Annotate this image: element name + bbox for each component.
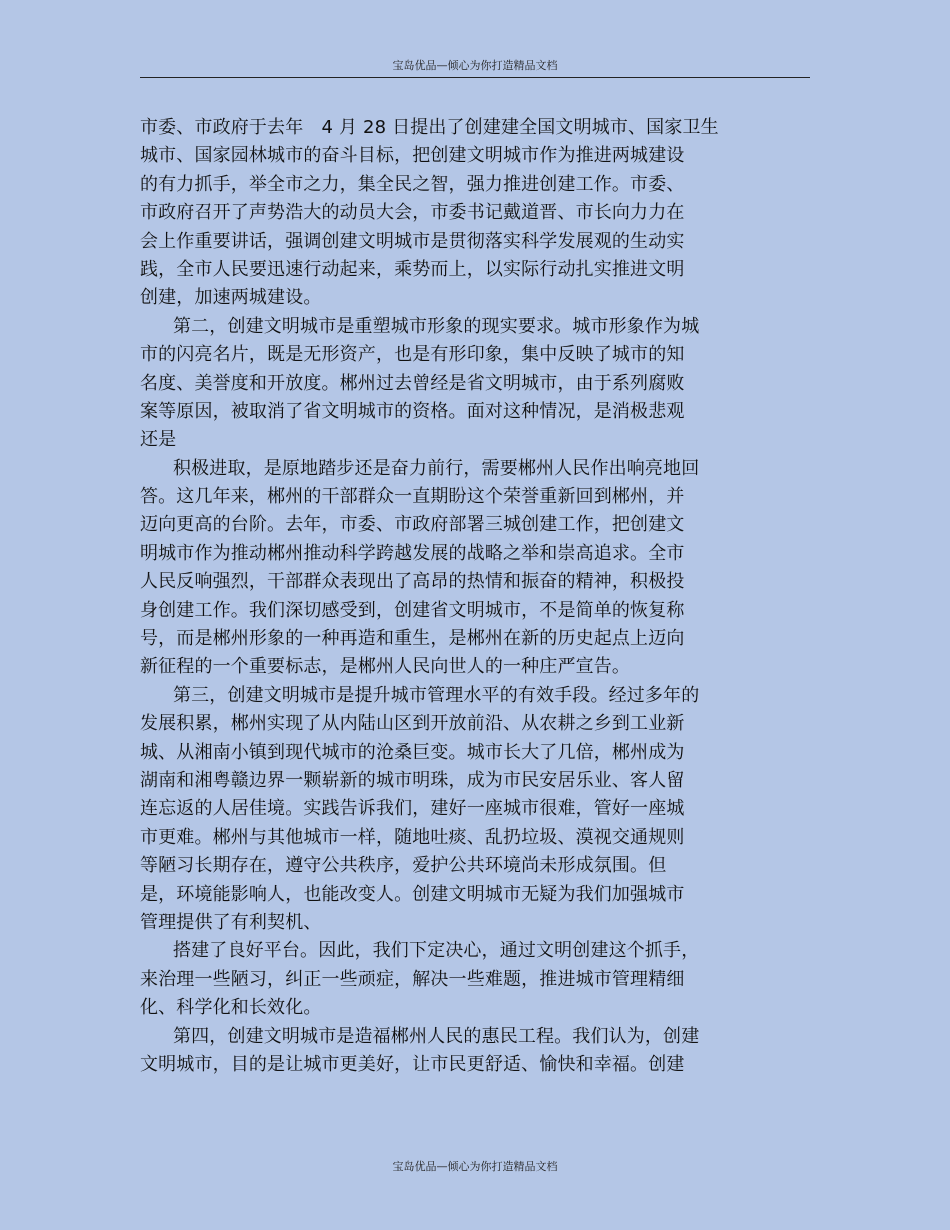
text-line: 第四，创建文明城市是造福郴州人民的惠民工程。我们认为，创建 bbox=[173, 1025, 700, 1047]
text-line: 迈向更高的台阶。去年，市委、市政府部署三城创建工作，把创建文 bbox=[140, 514, 685, 536]
text-line: 还是 bbox=[140, 429, 177, 451]
header-rule bbox=[140, 77, 810, 78]
text-line: 积极进取，是原地踏步还是奋力前行，需要郴州人民作出响亮地回 bbox=[173, 457, 700, 479]
text-line: 连忘返的人居佳境。实践告诉我们，建好一座城市很难，管好一座城 bbox=[140, 798, 685, 820]
text-line: 践，全市人民要迅速行动起来，乘势而上，以实际行动扎实推进文明 bbox=[140, 258, 685, 280]
text-line: 的有力抓手，举全市之力，集全民之智，强力推进创建工作。市委、 bbox=[140, 173, 685, 195]
text-line: 搭建了良好平台。因此，我们下定决心，通过文明创建这个抓手， bbox=[173, 940, 700, 962]
text-line: 来治理一些陋习，纠正一些顽症，解决一些难题，推进城市管理精细 bbox=[140, 968, 685, 990]
text-line: 明城市作为推动郴州推动科学跨越发展的战略之举和崇高追求。全市 bbox=[140, 542, 685, 564]
text-line: 人民反响强烈，干部群众表现出了高昂的热情和振奋的精神，积极投 bbox=[140, 571, 685, 593]
text-line: 会上作重要讲话，强调创建文明城市是贯彻落实科学发展观的生动实 bbox=[140, 230, 685, 252]
text-line: 答。这几年来，郴州的干部群众一直期盼这个荣誉重新回到郴州，并 bbox=[140, 486, 685, 508]
text-line: 市政府召开了声势浩大的动员大会，市委书记戴道晋、市长向力力在 bbox=[140, 202, 685, 224]
text-line: 城市、国家园林城市的奋斗目标，把创建文明城市作为推进两城建设 bbox=[140, 145, 685, 167]
text-line: 湖南和湘粤赣边界一颗崭新的城市明珠，成为市民安居乐业、客人留 bbox=[140, 769, 685, 791]
text-line: 市更难。郴州与其他城市一样，随地吐痰、乱扔垃圾、漠视交通规则 bbox=[140, 826, 685, 848]
text-line: 城、从湘南小镇到现代城市的沧桑巨变。城市长大了几倍，郴州成为 bbox=[140, 741, 685, 763]
text-line: 文明城市，目的是让城市更美好，让市民更舒适、愉快和幸福。创建 bbox=[140, 1053, 685, 1075]
text-line: 名度、美誉度和开放度。郴州过去曾经是省文明城市，由于系列腐败 bbox=[140, 372, 685, 394]
text-line: 身创建工作。我们深切感受到，创建省文明城市，不是简单的恢复称 bbox=[140, 599, 685, 621]
document-body bbox=[140, 114, 780, 1079]
page-footer: 宝岛优品—倾心为你打造精品文档 bbox=[392, 1160, 558, 1173]
text-line: 市委、市政府于去年 4 月 28 日提出了创建建全国文明城市、国家卫生 bbox=[140, 117, 719, 138]
text-line: 案等原因，被取消了省文明城市的资格。面对这种情况，是消极悲观 bbox=[140, 400, 685, 422]
text-line: 创建，加速两城建设。 bbox=[140, 287, 322, 309]
text-line: 管理提供了有利契机、 bbox=[140, 911, 322, 933]
page-header: 宝岛优品—倾心为你打造精品文档 bbox=[392, 59, 558, 72]
text-line: 新征程的一个重要标志，是郴州人民向世人的一种庄严宣告。 bbox=[140, 656, 631, 678]
text-line: 第二，创建文明城市是重塑城市形象的现实要求。城市形象作为城 bbox=[173, 315, 700, 337]
text-line: 号，而是郴州形象的一种再造和重生，是郴州在新的历史起点上迈向 bbox=[140, 628, 685, 650]
text-line: 发展积累，郴州实现了从内陆山区到开放前沿、从农耕之乡到工业新 bbox=[140, 713, 685, 735]
text-line: 第三，创建文明城市是提升城市管理水平的有效手段。经过多年的 bbox=[173, 684, 700, 706]
text-line: 等陋习长期存在，遵守公共秩序，爱护公共环境尚未形成氛围。但 bbox=[140, 855, 667, 877]
text-line: 市的闪亮名片，既是无形资产，也是有形印象，集中反映了城市的知 bbox=[140, 344, 685, 366]
text-line: 化、科学化和长效化。 bbox=[140, 997, 322, 1019]
text-line: 是，环境能影响人，也能改变人。创建文明城市无疑为我们加强城市 bbox=[140, 883, 685, 905]
